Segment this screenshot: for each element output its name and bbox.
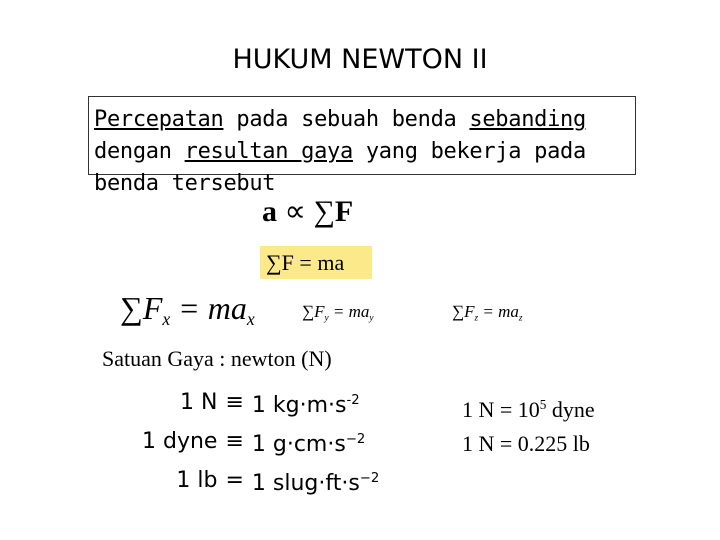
sub-x: x	[162, 309, 171, 330]
conversion-row	[138, 423, 383, 462]
conversion-row	[138, 462, 383, 501]
conversion-rhs	[248, 462, 383, 501]
unit-conversion-table	[138, 384, 383, 501]
definition-text	[94, 104, 654, 200]
sub-y: y	[324, 313, 329, 324]
conversion-rhs	[248, 384, 383, 423]
formula-a: a	[262, 195, 277, 228]
dyne-prefix: 1 N = 10	[462, 396, 540, 422]
proportional-symbol: ∝	[284, 195, 306, 228]
newton-second-law-formula: ∑F = ma	[266, 250, 345, 275]
sub-x: x	[246, 309, 255, 330]
newton-to-dyne	[462, 388, 595, 427]
sum-symbol: ∑	[313, 195, 335, 228]
sub-z: z	[474, 313, 479, 324]
conversion-rhs-text: 1 kg·m·s	[251, 392, 347, 418]
newton-equivalents	[462, 388, 595, 461]
formula-fy	[302, 302, 374, 323]
conversion-exponent: -2	[346, 393, 360, 408]
fy-lhs: ∑F	[302, 302, 325, 321]
conversion-relation: ≡	[225, 390, 244, 416]
conversion-exponent: −2	[359, 470, 380, 486]
fx-rhs: = ma	[170, 290, 247, 326]
formula-F: F	[334, 195, 354, 228]
conversion-relation: ≡	[225, 429, 244, 455]
dyne-suffix: dyne	[546, 396, 595, 422]
dyne-exponent: 5	[539, 397, 547, 412]
conversion-lhs: 1 lb	[176, 468, 218, 494]
proportionality-formula	[262, 194, 353, 229]
definition-fragment: dengan	[94, 139, 185, 164]
sub-y: y	[369, 313, 374, 324]
conversion-row	[138, 384, 383, 423]
conversion-rhs-text: 1 g·cm·s	[251, 431, 346, 457]
conversion-relation: =	[225, 468, 244, 494]
definition-fragment: pada sebuah benda	[223, 107, 470, 132]
newton-to-lb: 1 N = 0.225 lb	[462, 430, 590, 456]
conversion-lhs: 1 N	[180, 390, 218, 416]
fy-rhs: = ma	[328, 302, 370, 321]
fz-rhs: = ma	[478, 302, 519, 321]
sub-z: z	[518, 313, 523, 324]
fx-lhs: ∑F	[120, 290, 163, 326]
satuan-gaya-label: Satuan Gaya : newton (N)	[102, 346, 332, 371]
term-sebanding: sebanding	[469, 107, 586, 132]
term-resultan-gaya: resultan gaya	[184, 139, 353, 164]
conversion-lhs: 1 dyne	[142, 429, 218, 455]
definition-fragment: yang bekerja pada benda tersebut	[94, 139, 586, 196]
slide-title: HUKUM NEWTON II	[232, 44, 488, 75]
formula-fz	[452, 302, 523, 323]
term-percepatan: Percepatan	[94, 107, 224, 132]
fz-lhs: ∑F	[452, 302, 475, 321]
conversion-exponent: −2	[345, 431, 366, 447]
conversion-rhs-text: 1 slug·ft·s	[251, 470, 360, 496]
conversion-rhs	[248, 423, 383, 462]
formula-fx	[120, 290, 255, 330]
